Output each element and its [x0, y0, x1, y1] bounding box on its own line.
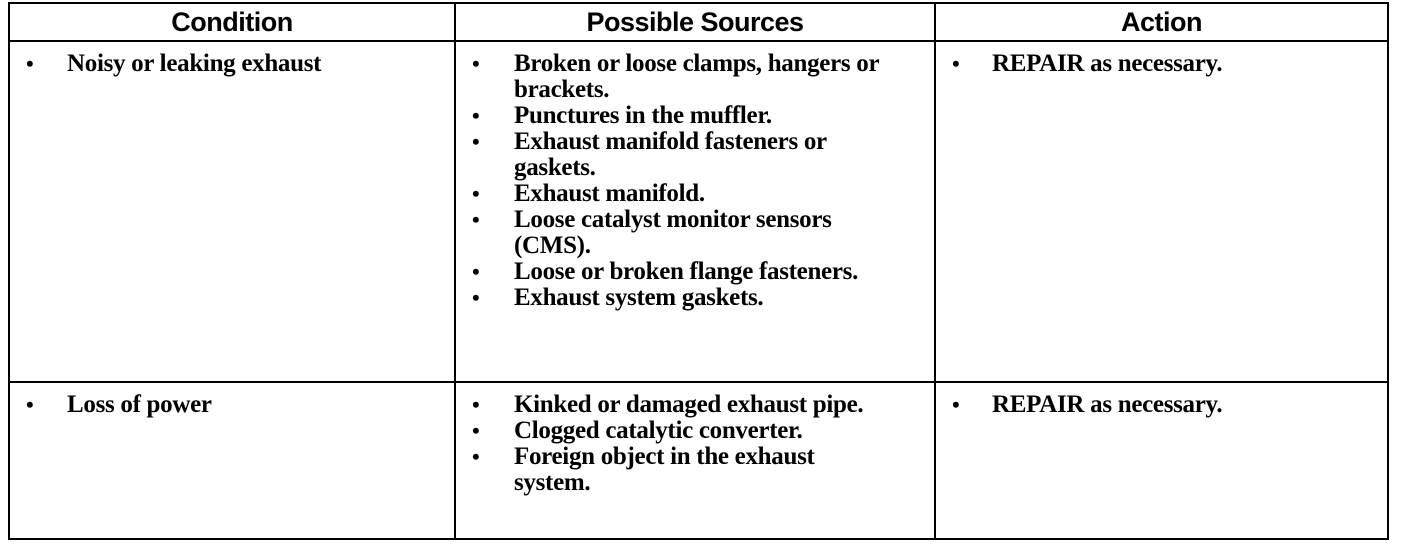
list-item	[936, 51, 1387, 77]
sources-list	[456, 392, 934, 496]
sources-list	[456, 51, 934, 311]
list-item	[10, 51, 454, 77]
condition-list	[10, 51, 454, 77]
bullet-icon: •	[472, 207, 480, 232]
bullet-icon: •	[472, 129, 480, 154]
action-text: REPAIR as necessary.	[992, 391, 1223, 418]
list-item	[456, 103, 934, 129]
bullet-icon: •	[472, 285, 480, 310]
condition-cell	[9, 41, 455, 382]
action-text: REPAIR as necessary.	[992, 50, 1223, 77]
list-item	[456, 444, 934, 496]
bullet-icon: •	[26, 392, 34, 417]
list-item	[456, 51, 934, 103]
source-text: Foreign object in the exhaust system.	[514, 443, 815, 496]
action-cell	[935, 382, 1388, 539]
table-row	[9, 382, 1388, 539]
source-text: Loose or broken flange fasteners.	[514, 258, 859, 285]
list-item	[456, 129, 934, 181]
source-text: Exhaust system gaskets.	[514, 284, 764, 311]
list-item	[456, 259, 934, 285]
list-item	[456, 285, 934, 311]
list-item	[10, 392, 454, 418]
bullet-icon: •	[472, 181, 480, 206]
source-text: Exhaust manifold fasteners or gaskets.	[514, 128, 827, 181]
condition-list	[10, 392, 454, 418]
source-text: Loose catalyst monitor sensors (CMS).	[514, 206, 832, 259]
list-item	[936, 392, 1387, 418]
action-cell	[935, 41, 1388, 382]
bullet-icon: •	[472, 259, 480, 284]
condition-text: Noisy or leaking exhaust	[67, 50, 322, 77]
header-condition: Condition	[9, 3, 455, 41]
header-action: Action	[935, 3, 1388, 41]
source-text: Kinked or damaged exhaust pipe.	[514, 391, 864, 418]
bullet-icon: •	[472, 51, 480, 76]
table-row	[9, 41, 1388, 382]
header-row	[9, 3, 1388, 41]
source-text: Broken or loose clamps, hangers or brackets.	[514, 50, 879, 103]
bullet-icon: •	[472, 392, 480, 417]
source-text: Clogged catalytic converter.	[514, 417, 803, 444]
condition-text: Loss of power	[67, 391, 212, 418]
bullet-icon: •	[952, 392, 960, 417]
action-list	[936, 392, 1387, 418]
list-item	[456, 418, 934, 444]
action-list	[936, 51, 1387, 77]
list-item	[456, 392, 934, 418]
source-text: Punctures in the muffler.	[514, 102, 772, 129]
header-possible-sources: Possible Sources	[455, 3, 935, 41]
diagnosis-table	[8, 2, 1389, 540]
sources-cell	[455, 41, 935, 382]
list-item	[456, 181, 934, 207]
bullet-icon: •	[952, 51, 960, 76]
bullet-icon: •	[472, 418, 480, 443]
condition-cell	[9, 382, 455, 539]
bullet-icon: •	[472, 444, 480, 469]
source-text: Exhaust manifold.	[514, 180, 705, 207]
bullet-icon: •	[26, 51, 34, 76]
list-item	[456, 207, 934, 259]
bullet-icon: •	[472, 103, 480, 128]
sources-cell	[455, 382, 935, 539]
